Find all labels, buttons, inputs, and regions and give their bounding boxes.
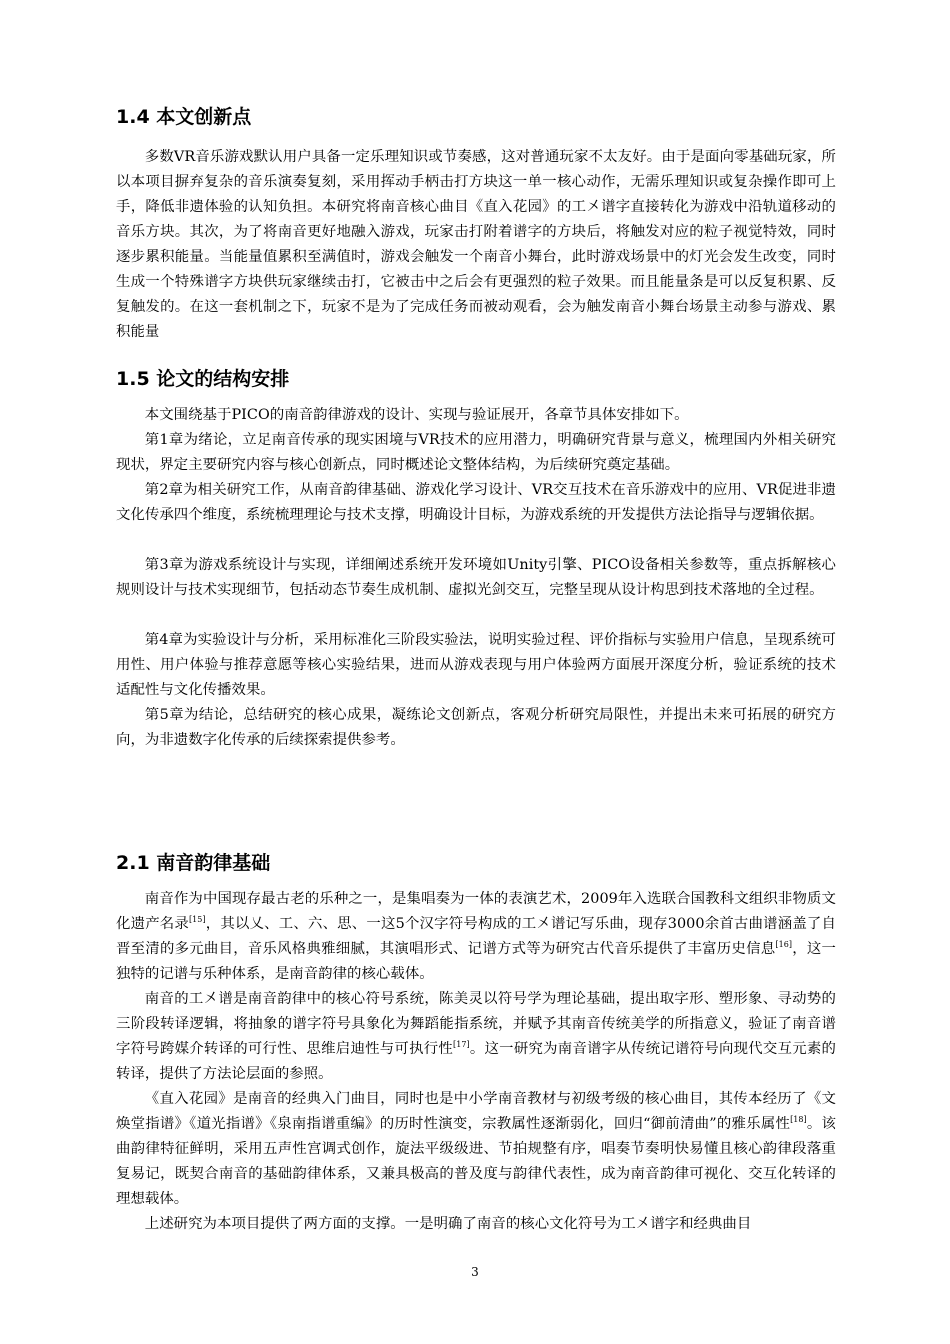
paragraph-chapter-5: 第5章为结论，总结研究的核心成果，凝练论文创新点，客观分析研究局限性，并提出未来可拓展的研究方向，为非遗数字化传承的后续探索提供参考。 [116,707,836,748]
paragraph-text: 南音作为中国现存最古老的乐种之一，是集唱奏为一体的表演艺术，2009年入选联合国教科文组织非物质文化遗产名录 [116,891,836,932]
paragraph-structure-intro: 本文围绕基于PICO的南音韵律游戏的设计、实现与验证展开，各章节具体安排如下。 [144,407,689,423]
paragraph-zhiru-huayuan [116,1087,836,1212]
paragraph-chapter-1: 第1章为绪论，立足南音传承的现实困境与VR技术的应用潜力，明确研究背景与意义，梳理国内外相关研究现状，界定主要研究内容与核心创新点，同时概述论文整体结构，为后续研究奠定基础。 [116,432,836,473]
paragraph-chapter-3: 第3章为游戏系统设计与实现，详细阐述系统开发环境如Unity引擎、PICO设备相关参数等，重点拆解核心规则设计与技术实现细节，包括动态节奏生成机制、虚拟光剑交互，完整呈现从设计构思到技术落地的全过程。 [116,557,836,598]
paragraph-text: 《直入花园》是南音的经典入门曲目，同时也是中小学南音教材与初级考级的核心曲目，其传本经历了《文焕堂指谱》《道光指谱》《泉南指谱重编》的历时性演变，宗教属性逐渐弱化，回归“御前清曲”的雅乐属性 [116,1091,836,1132]
paragraph-text: 。这一研究为南音谱字从传统记谱符号向现代交互元素的转译，提供了方法论层面的参照。 [116,1041,836,1082]
citation-17[interactable]: [17] [453,1040,470,1050]
paragraph-chapter-4: 第4章为实验设计与分析，采用标准化三阶段实验法，说明实验过程、评价指标与实验用户信息，呈现系统可用性、用户体验与推荐意愿等核心实验结果，进而从游戏表现与用户体验两方面展开深度分析，验证系统的技术适配性与文化传播效果。 [116,632,836,698]
paragraph-text: 南音的工㐅谱是南音韵律中的核心符号系统，陈美灵以符号学为理论基础，提出取字形、塑形象、寻动势的三阶段转译逻辑，将抽象的谱字符号具象化为舞蹈能指系统，并赋予其南音传统美学的所指意义，验证了南音谱字符号跨媒介转译的可行性、思维启迪性与可执行性 [116,991,836,1057]
paragraph-nanyin-intro [116,887,836,987]
section-heading-1-5: 1.5 论文的结构安排 [116,368,290,390]
paragraph-gongche-notation [116,987,836,1087]
citation-15[interactable]: [15] [189,915,206,925]
paragraph-text: 。该曲韵律特征鲜明，采用五声性宫调式创作，旋法平级级进、节拍规整有序，唱奏节奏明快易懂且核心韵律段落重复易记，既契合南音的基础韵律体系，又兼具极高的普及度与韵律代表性，成为南音韵律可视化、交互化转译的理想载体。 [116,1116,836,1207]
section-heading-1-4: 1.4 本文创新点 [116,106,252,128]
paragraph-chapter-2: 第2章为相关研究工作，从南音韵律基础、游戏化学习设计、VR交互技术在音乐游戏中的应用、VR促进非遗文化传承四个维度，系统梳理理论与技术支撑，明确设计目标，为游戏系统的开发提供方法论指导与逻辑依据。 [116,482,836,523]
paragraph-text: ，这一独特的记谱与乐种体系，是南音韵律的核心载体。 [116,941,836,982]
paragraph-text: ，其以乂、工、六、思、一这5个汉字符号构成的工㐅谱记写乐曲，现存3000余首古曲谱涵盖了自晋至清的多元曲目，音乐风格典雅细腻，其演唱形式、记谱方式等为研究古代音乐提供了丰富历史信息 [116,916,836,957]
page-number: 3 [471,1265,479,1279]
paragraph-innovation: 多数VR音乐游戏默认用户具备一定乐理知识或节奏感，这对普通玩家不太友好。由于是面向零基础玩家，所以本项目摒弃复杂的音乐演奏复刻，采用挥动手柄击打方块这一单一核心动作，无需乐理知识或复杂操作即可上手，降低非遗体验的认知负担。本研究将南音核心曲目《直入花园》的工㐅谱字直接转化为游戏中沿轨道移动的音乐方块。其次，为了将南音更好地融入游戏，玩家击打附着谱字的方块后，将触发对应的粒子视觉特效，同时逐步累积能量。当能量值累积至满值时，游戏会触发一个南音小舞台，此时游戏场景中的灯光会发生改变，同时生成一个特殊谱字方块供玩家继续击打，它被击中之后会有更强烈的粒子效果。而且能量条是可以反复积累、反复触发的。在这一套机制之下，玩家不是为了完成任务而被动观看，会为触发南音小舞台场景主动参与游戏、累积能量 [116,149,836,340]
paragraph-summary: 上述研究为本项目提供了两方面的支撑。一是明确了南音的核心文化符号为工㐅谱字和经典曲目 [144,1216,752,1232]
section-heading-2-1: 2.1 南音韵律基础 [116,852,271,874]
citation-16[interactable]: [16] [775,940,793,950]
citation-18[interactable]: [18] [790,1115,807,1125]
